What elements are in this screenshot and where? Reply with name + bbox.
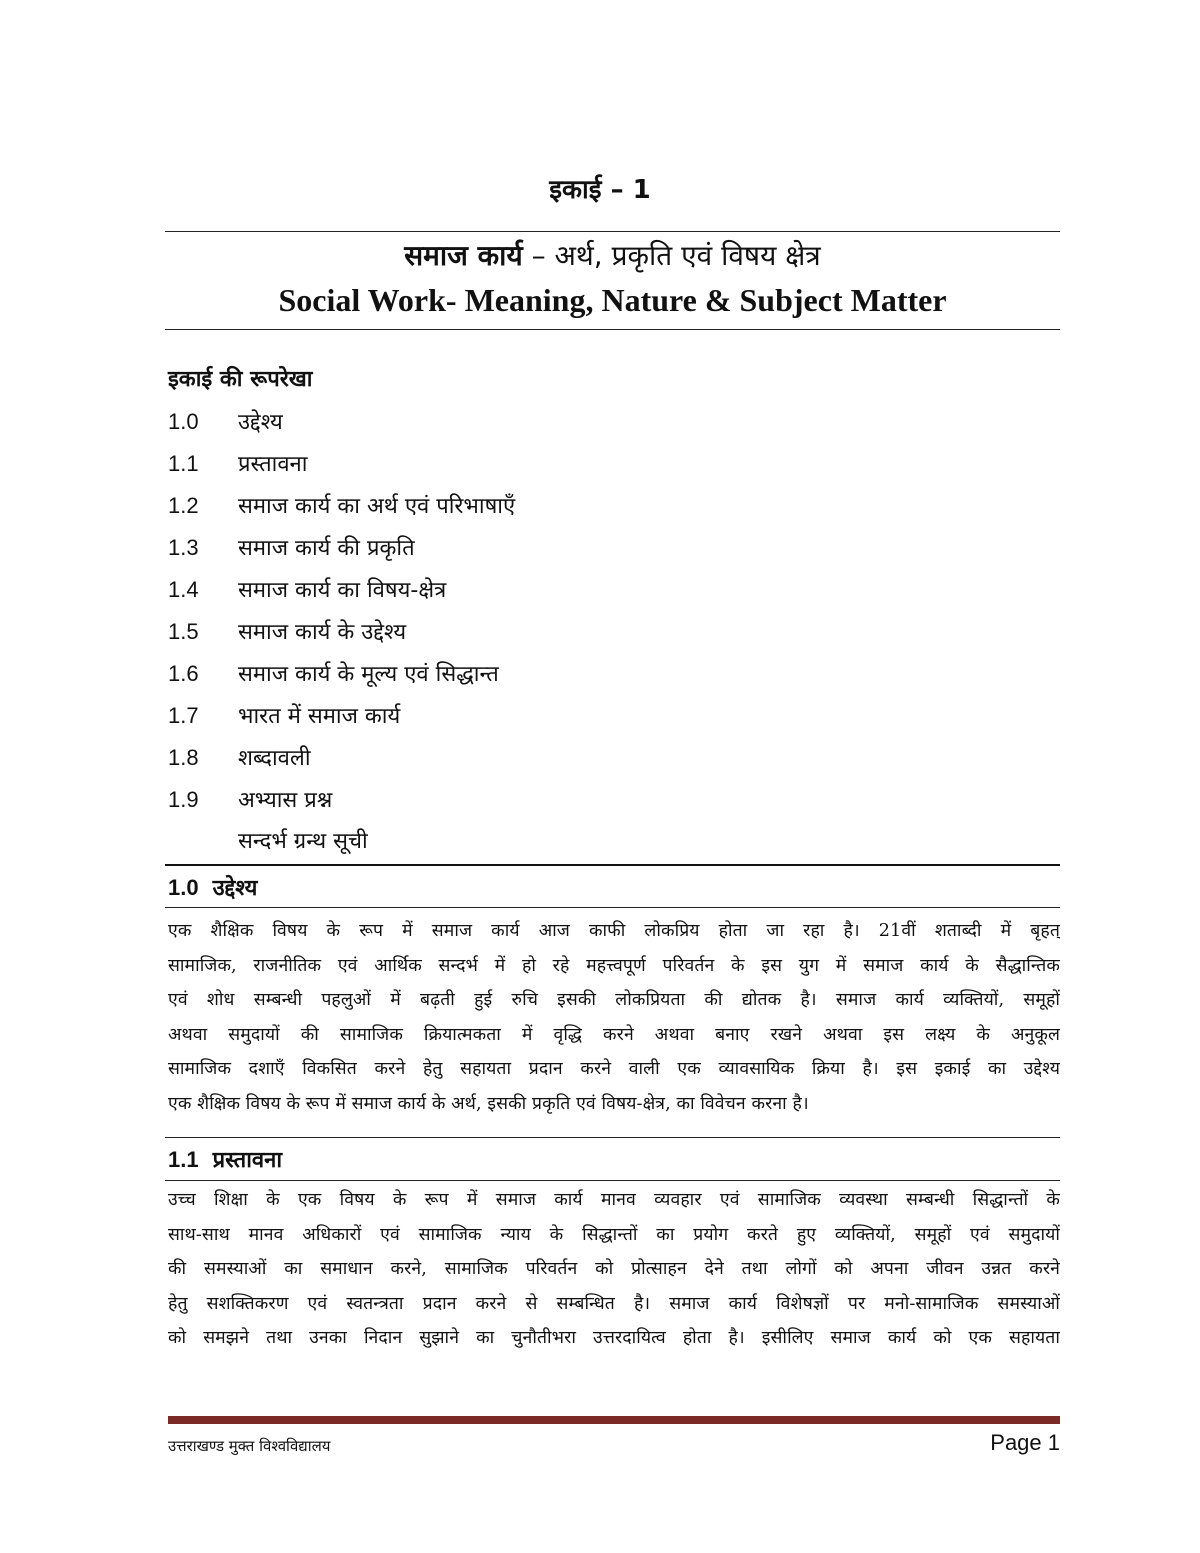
item-number: 1.9 xyxy=(168,787,199,812)
section-1-0-top-rule xyxy=(165,864,1060,866)
section-1-0-bottom-rule xyxy=(165,907,1060,908)
title-bottom-rule xyxy=(165,329,1060,330)
hindi-title xyxy=(165,236,1060,274)
footer-divider-bar xyxy=(168,1416,1060,1424)
paragraph-line: एवं शोध सम्बन्धी पहलुओं में बढ़ती हुई रुचि इसकी लोकप्रियता की द्योतक है। समाज कार्य व्यक्तियों, समूहों xyxy=(168,990,1060,1011)
section-1-1-paragraph xyxy=(168,1183,1060,1356)
item-number: 1.2 xyxy=(168,493,199,518)
item-number: 1.8 xyxy=(168,745,199,770)
paragraph-line: उच्च शिक्षा के एक विषय के रूप में समाज कार्य मानव व्यवहार एवं सामाजिक व्यवस्था सम्बन्धी सिद्धान्तों के xyxy=(168,1190,1060,1210)
section-1-1-heading xyxy=(168,1144,282,1174)
section-1-0-heading xyxy=(168,872,257,902)
item-number: 1.7 xyxy=(168,703,199,728)
list-item xyxy=(168,821,868,863)
item-label: समाज कार्य का अर्थ एवं परिभाषाएँ xyxy=(238,494,516,519)
paragraph-line: हेतु सशक्तिकरण एवं स्वतन्त्रता प्रदान करने से सम्बन्धित है। समाज कार्य विशेषज्ञों पर मनो-सामाजिक समस्याओं xyxy=(168,1293,1060,1314)
item-number: 1.4 xyxy=(168,577,199,602)
item-label: उद्देश्य xyxy=(238,410,283,435)
section-number: 1.1 xyxy=(168,1147,199,1172)
list-item xyxy=(168,611,868,653)
section-title: प्रस्तावना xyxy=(212,1148,283,1173)
list-item xyxy=(168,695,868,737)
item-label: भारत में समाज कार्य xyxy=(238,704,401,729)
outline-heading: इकाई की रूपरेखा xyxy=(168,367,313,392)
item-number: 1.0 xyxy=(168,409,199,434)
item-label: शब्दावली xyxy=(238,746,311,771)
paragraph-line: साथ-साथ मानव अधिकारों एवं सामाजिक न्याय के सिद्धान्तों का प्रयोग करते हुए व्यक्तियों, समूहों एवं समुदायों xyxy=(168,1224,1060,1245)
item-label: समाज कार्य का विषय-क्षेत्र xyxy=(238,578,447,603)
item-number: 1.1 xyxy=(168,451,199,476)
item-label: समाज कार्य के मूल्य एवं सिद्धान्त xyxy=(238,662,499,687)
item-label: समाज कार्य के उद्देश्य xyxy=(238,620,407,645)
section-number: 1.0 xyxy=(168,875,199,900)
paragraph-line: एक शैक्षिक विषय के रूप में समाज कार्य के अर्थ, इसकी प्रकृति एवं विषय-क्षेत्र, का विवेचन करना है। xyxy=(168,1093,809,1114)
paragraph-line: सामाजिक दशाएँ विकसित करने हेतु सहायता प्रदान करने वाली एक व्यावसायिक क्रिया है। इस इकाई का उद्देश्य xyxy=(168,1059,1060,1080)
list-item xyxy=(168,653,868,695)
section-1-0-paragraph xyxy=(168,914,1060,1122)
item-number: 1.6 xyxy=(168,661,199,686)
list-item xyxy=(168,569,868,611)
list-item xyxy=(168,443,868,485)
item-label: सन्दर्भ ग्रन्थ सूची xyxy=(238,829,368,854)
list-item xyxy=(168,779,868,821)
item-label: समाज कार्य की प्रकृति xyxy=(238,536,415,561)
section-1-1-bottom-rule xyxy=(165,1180,1060,1181)
hindi-title-bold: समाज कार्य xyxy=(404,239,523,272)
footer-page-number: Page 1 xyxy=(990,1430,1060,1455)
paragraph-line: अथवा समुदायों की सामाजिक क्रियात्मकता में वृद्धि करने अथवा बनाए रखने अथवा इस लक्ष्य के अनुकूल xyxy=(168,1024,1060,1045)
paragraph-line: की समस्याओं का समाधान करने, सामाजिक परिवर्तन को प्रोत्साहन देने तथा लोगों को अपना जीवन उन्नत करने xyxy=(168,1259,1060,1280)
unit-outline-list xyxy=(168,401,868,863)
item-label: प्रस्तावना xyxy=(238,452,308,477)
list-item xyxy=(168,485,868,527)
title-top-rule xyxy=(165,231,1060,232)
footer-university-name: उत्तराखण्ड मुक्त विश्वविद्यालय xyxy=(168,1437,331,1455)
list-item xyxy=(168,737,868,779)
item-label: अभ्यास प्रश्न xyxy=(238,788,333,813)
paragraph-line: को समझने तथा उनका निदान सुझाने का चुनौतीभरा उत्तरदायित्व होता है। इसीलिए समाज कार्य को एक सहायता xyxy=(168,1328,1060,1349)
list-item xyxy=(168,401,868,443)
english-title: Social Work- Meaning, Nature & Subject Matter xyxy=(278,282,947,318)
paragraph-line: सामाजिक, राजनीतिक एवं आर्थिक सन्दर्भ में हो रहे महत्त्वपूर्ण परिवर्तन के इस युग में समाज कार्य के सैद्धान्तिक xyxy=(168,955,1060,976)
section-title: उद्देश्य xyxy=(212,876,258,901)
hindi-title-rest: – अर्थ, प्रकृति एवं विषय क्षेत्र xyxy=(522,239,821,272)
item-number: 1.3 xyxy=(168,535,199,560)
paragraph-line: एक शैक्षिक विषय के रूप में समाज कार्य आज काफी लोकप्रिय होता जा रहा है। 21वीं शताब्दी में बृहत् xyxy=(168,921,1060,941)
list-item xyxy=(168,527,868,569)
unit-number: इकाई – 1 xyxy=(549,175,651,205)
section-1-1-top-rule xyxy=(165,1137,1060,1138)
item-number: 1.5 xyxy=(168,619,199,644)
